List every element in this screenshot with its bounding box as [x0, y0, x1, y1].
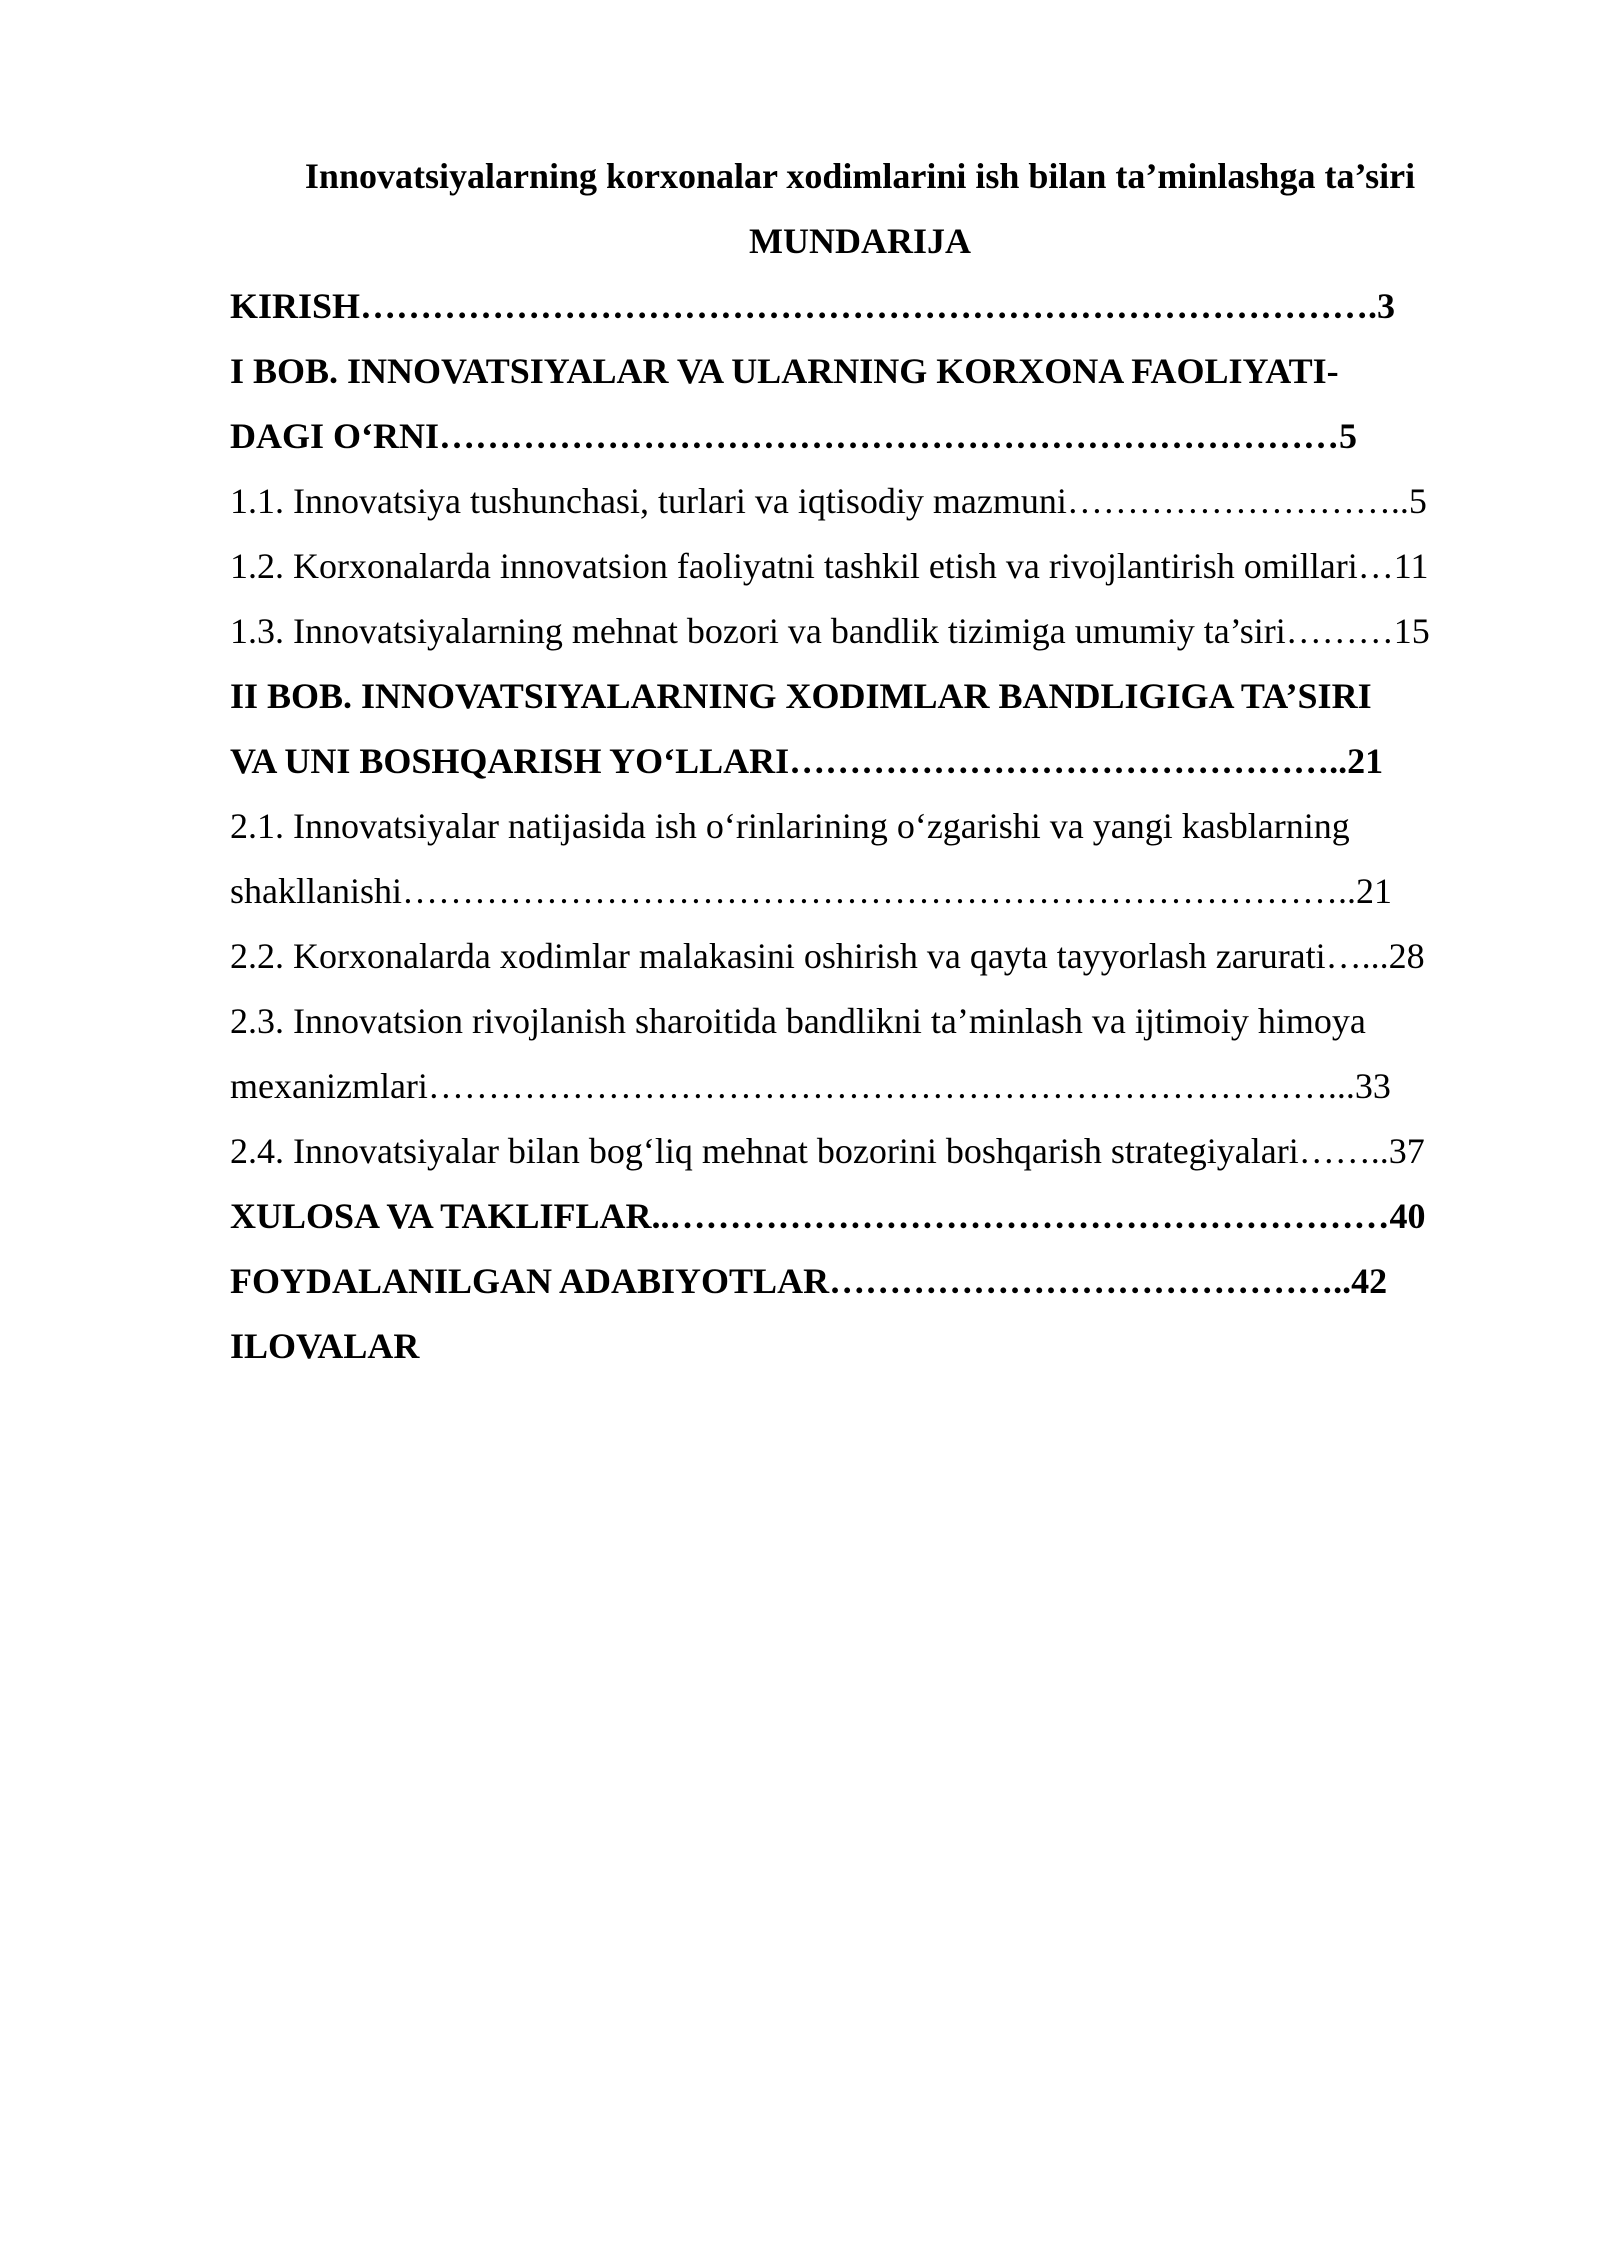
toc-entry: XULOSA VA TAKLIFLAR..……………………………………………………40 — [230, 1196, 1426, 1236]
toc-entry: KIRISH………………………………………………………………………….3 — [230, 286, 1396, 326]
toc-entry: 1.1. Innovatsiya tushunchasi, turlari va iqtisodiy mazmuni………………………..5 — [230, 481, 1427, 521]
toc-entry: 1.2. Korxonalarda innovatsion faoliyatni tashkil etish va rivojlantirish omillari…11 — [230, 546, 1429, 586]
toc-entry: mexanizmlari…………………………………………………………………...33 — [230, 1066, 1391, 1106]
document-title: Innovatsiyalarning korxonalar xodimlarini ish bilan ta’minlashga ta’siri — [304, 156, 1416, 196]
toc-entry: II BOB. INNOVATSIYALARNING XODIMLAR BANDLIGIGA TA’SIRI — [230, 676, 1372, 716]
toc-entry: I BOB. INNOVATSIYALAR VA ULARNING KORXONA FAOLIYATI- — [230, 351, 1339, 391]
table-of-contents — [230, 280, 1490, 1385]
toc-entry: 2.2. Korxonalarda xodimlar malakasini oshirish va qayta tayyorlash zarurati…...28 — [230, 936, 1425, 976]
toc-entry: 2.3. Innovatsion rivojlanish sharoitida bandlikni ta’minlash va ijtimoiy himoya — [230, 1001, 1366, 1041]
toc-entry: DAGI O‘RNI…………………………………………………………………5 — [230, 416, 1358, 456]
toc-entry: 2.1. Innovatsiyalar natijasida ish o‘rinlarining o‘zgarishi va yangi kasblarning — [230, 806, 1350, 846]
toc-heading: MUNDARIJA — [749, 221, 971, 261]
toc-entry: FOYDALANILGAN ADABIYOTLAR……………………………………..42 — [230, 1261, 1388, 1301]
toc-entry: VA UNI BOSHQARISH YO‘LLARI………………………………………..21 — [230, 741, 1384, 781]
toc-entry: 1.3. Innovatsiyalarning mehnat bozori va bandlik tizimiga umumiy ta’siri………15 — [230, 611, 1430, 651]
toc-entry: ILOVALAR — [230, 1326, 420, 1366]
toc-entry: 2.4. Innovatsiyalar bilan bog‘liq mehnat bozorini boshqarish strategiyalari……..37 — [230, 1131, 1425, 1171]
toc-entry: shakllanishi……………………………………………………………………..21 — [230, 871, 1392, 911]
